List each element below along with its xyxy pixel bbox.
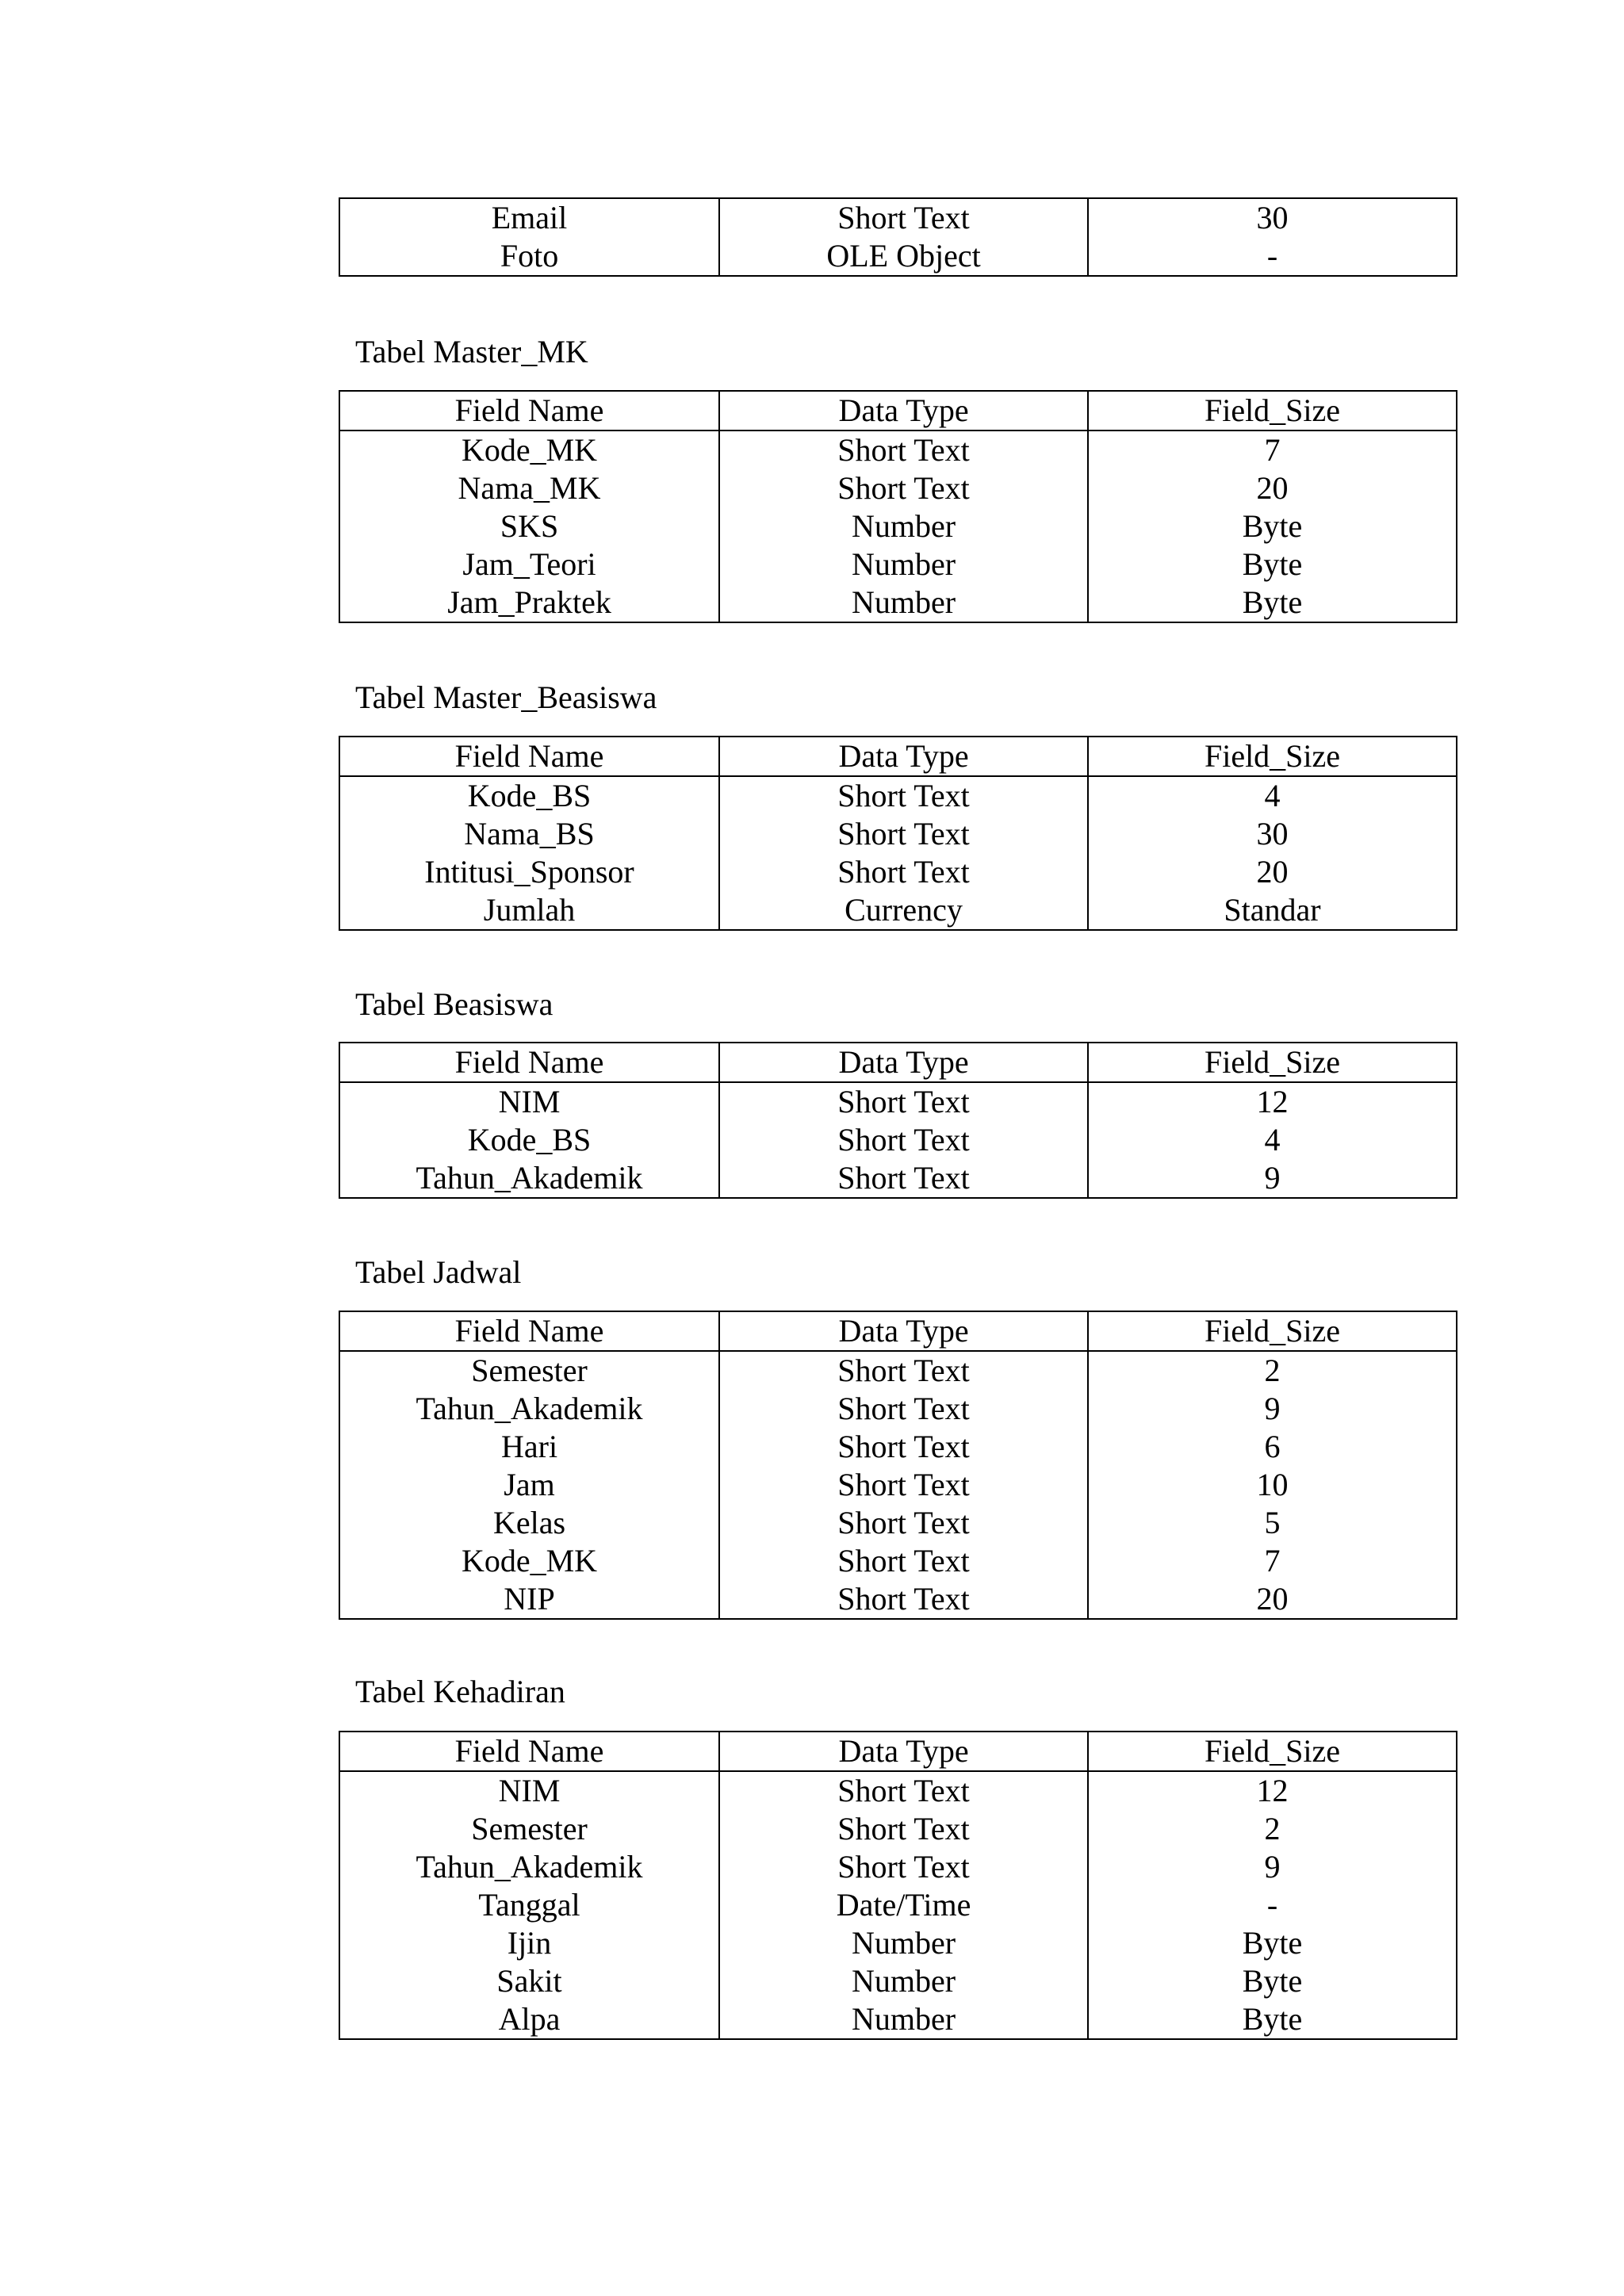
data-type-cell: Short Text [719, 1351, 1088, 1390]
data-type-cell: Short Text [719, 1159, 1088, 1198]
field-name-cell: Nama_BS [339, 815, 719, 853]
table-row [339, 1466, 1457, 1504]
table-row [339, 1886, 1457, 1924]
table-row [339, 430, 1457, 469]
column-header: Field_Size [1088, 1311, 1457, 1351]
column-header: Field Name [339, 391, 719, 430]
column-header: Field Name [339, 1043, 719, 1082]
field-name-cell: Jam_Teori [339, 545, 719, 584]
field-name-cell: Kelas [339, 1504, 719, 1542]
field-size-cell: 12 [1088, 1771, 1457, 1810]
field-name-cell: Intitusi_Sponsor [339, 853, 719, 891]
data-type-cell: Number [719, 584, 1088, 622]
field-name-cell: Ijin [339, 1924, 719, 1962]
field-table [339, 197, 1457, 277]
table-caption-jadwal: Tabel Jadwal [355, 1254, 522, 1290]
field-table [339, 1311, 1457, 1620]
field-name-cell: Semester [339, 1351, 719, 1390]
data-type-cell: Short Text [719, 1466, 1088, 1504]
table-header-row [339, 737, 1457, 776]
field-size-cell: Byte [1088, 545, 1457, 584]
table-row [339, 1810, 1457, 1848]
table-row [339, 1351, 1457, 1390]
field-name-cell: Jam [339, 1466, 719, 1504]
table-jadwal [339, 1311, 1457, 1620]
table-row [339, 1771, 1457, 1810]
column-header: Data Type [719, 1732, 1088, 1771]
column-header: Field_Size [1088, 737, 1457, 776]
field-size-cell: 2 [1088, 1351, 1457, 1390]
table-caption-beasiswa: Tabel Beasiswa [355, 986, 553, 1022]
field-size-cell: 10 [1088, 1466, 1457, 1504]
field-size-cell: 9 [1088, 1159, 1457, 1198]
field-size-cell: 7 [1088, 430, 1457, 469]
data-type-cell: Number [719, 507, 1088, 545]
field-size-cell: Byte [1088, 2000, 1457, 2039]
table-caption-master-beasiswa: Tabel Master_Beasiswa [355, 679, 657, 715]
table-row [339, 815, 1457, 853]
field-name-cell: NIP [339, 1580, 719, 1619]
table-row [339, 1504, 1457, 1542]
table-row [339, 1082, 1457, 1121]
data-type-cell: Short Text [719, 815, 1088, 853]
table-row [339, 2000, 1457, 2039]
field-size-cell: 12 [1088, 1082, 1457, 1121]
table-master-beasiswa [339, 736, 1457, 931]
data-type-cell: Short Text [719, 1504, 1088, 1542]
field-name-cell: Tahun_Akademik [339, 1848, 719, 1886]
field-name-cell: Jumlah [339, 891, 719, 930]
field-size-cell: 2 [1088, 1810, 1457, 1848]
data-type-cell: Short Text [719, 1771, 1088, 1810]
field-size-cell: 7 [1088, 1542, 1457, 1580]
data-type-cell: Short Text [719, 430, 1088, 469]
table-row [339, 891, 1457, 930]
field-size-cell: 4 [1088, 776, 1457, 815]
field-name-cell: Hari [339, 1428, 719, 1466]
data-type-cell: Number [719, 1962, 1088, 2000]
column-header: Field_Size [1088, 391, 1457, 430]
table-kehadiran [339, 1731, 1457, 2040]
table-row [339, 1542, 1457, 1580]
field-size-cell: Standar [1088, 891, 1457, 930]
table-row [339, 1924, 1457, 1962]
table-row [339, 1428, 1457, 1466]
field-size-cell: 30 [1088, 198, 1457, 237]
table-caption-master-mk: Tabel Master_MK [355, 334, 588, 369]
data-type-cell: Short Text [719, 1428, 1088, 1466]
column-header: Field Name [339, 1311, 719, 1351]
table-header-row [339, 391, 1457, 430]
column-header: Data Type [719, 391, 1088, 430]
data-type-cell: Currency [719, 891, 1088, 930]
data-type-cell: Short Text [719, 1121, 1088, 1159]
field-name-cell: Tahun_Akademik [339, 1390, 719, 1428]
data-type-cell: Short Text [719, 1810, 1088, 1848]
field-name-cell: Nama_MK [339, 469, 719, 507]
field-name-cell: Alpa [339, 2000, 719, 2039]
table-row [339, 545, 1457, 584]
table-row [339, 469, 1457, 507]
table-row [339, 1390, 1457, 1428]
data-type-cell: Short Text [719, 853, 1088, 891]
column-header: Field Name [339, 737, 719, 776]
field-size-cell: 6 [1088, 1428, 1457, 1466]
data-type-cell: Short Text [719, 1580, 1088, 1619]
field-size-cell: 4 [1088, 1121, 1457, 1159]
column-header: Field_Size [1088, 1732, 1457, 1771]
data-type-cell: Short Text [719, 776, 1088, 815]
data-type-cell: Short Text [719, 469, 1088, 507]
table-master-mk [339, 390, 1457, 623]
data-type-cell: Short Text [719, 198, 1088, 237]
column-header: Data Type [719, 1043, 1088, 1082]
field-name-cell: NIM [339, 1771, 719, 1810]
field-table [339, 1042, 1457, 1199]
table-header-row [339, 1311, 1457, 1351]
field-size-cell: 20 [1088, 853, 1457, 891]
table-row [339, 1159, 1457, 1198]
data-type-cell: Number [719, 545, 1088, 584]
continued-table [339, 197, 1457, 277]
field-name-cell: Kode_BS [339, 1121, 719, 1159]
data-type-cell: Number [719, 1924, 1088, 1962]
field-table [339, 736, 1457, 931]
field-table [339, 1731, 1457, 2040]
table-row [339, 776, 1457, 815]
column-header: Data Type [719, 737, 1088, 776]
table-beasiswa [339, 1042, 1457, 1199]
field-name-cell: Kode_MK [339, 430, 719, 469]
field-size-cell: - [1088, 237, 1457, 276]
table-header-row [339, 1043, 1457, 1082]
table-row [339, 584, 1457, 622]
field-name-cell: Email [339, 198, 719, 237]
field-name-cell: Jam_Praktek [339, 584, 719, 622]
field-name-cell: Semester [339, 1810, 719, 1848]
field-size-cell: 9 [1088, 1848, 1457, 1886]
field-size-cell: 5 [1088, 1504, 1457, 1542]
field-size-cell: - [1088, 1886, 1457, 1924]
table-row [339, 198, 1457, 237]
column-header: Field_Size [1088, 1043, 1457, 1082]
table-row [339, 1848, 1457, 1886]
data-type-cell: Date/Time [719, 1886, 1088, 1924]
field-table [339, 390, 1457, 623]
table-row [339, 1962, 1457, 2000]
field-name-cell: Tanggal [339, 1886, 719, 1924]
field-name-cell: SKS [339, 507, 719, 545]
table-row [339, 237, 1457, 276]
data-type-cell: OLE Object [719, 237, 1088, 276]
field-name-cell: Foto [339, 237, 719, 276]
field-size-cell: 9 [1088, 1390, 1457, 1428]
data-type-cell: Short Text [719, 1390, 1088, 1428]
data-type-cell: Short Text [719, 1848, 1088, 1886]
table-row [339, 1580, 1457, 1619]
table-row [339, 1121, 1457, 1159]
field-name-cell: NIM [339, 1082, 719, 1121]
table-row [339, 853, 1457, 891]
field-name-cell: Tahun_Akademik [339, 1159, 719, 1198]
data-type-cell: Number [719, 2000, 1088, 2039]
field-name-cell: Kode_BS [339, 776, 719, 815]
table-caption-kehadiran: Tabel Kehadiran [355, 1674, 565, 1709]
column-header: Data Type [719, 1311, 1088, 1351]
field-size-cell: Byte [1088, 1924, 1457, 1962]
table-row [339, 507, 1457, 545]
field-size-cell: Byte [1088, 507, 1457, 545]
field-size-cell: 20 [1088, 469, 1457, 507]
field-size-cell: Byte [1088, 584, 1457, 622]
field-name-cell: Sakit [339, 1962, 719, 2000]
field-name-cell: Kode_MK [339, 1542, 719, 1580]
field-size-cell: 30 [1088, 815, 1457, 853]
field-size-cell: 20 [1088, 1580, 1457, 1619]
column-header: Field Name [339, 1732, 719, 1771]
field-size-cell: Byte [1088, 1962, 1457, 2000]
data-type-cell: Short Text [719, 1082, 1088, 1121]
data-type-cell: Short Text [719, 1542, 1088, 1580]
table-header-row [339, 1732, 1457, 1771]
